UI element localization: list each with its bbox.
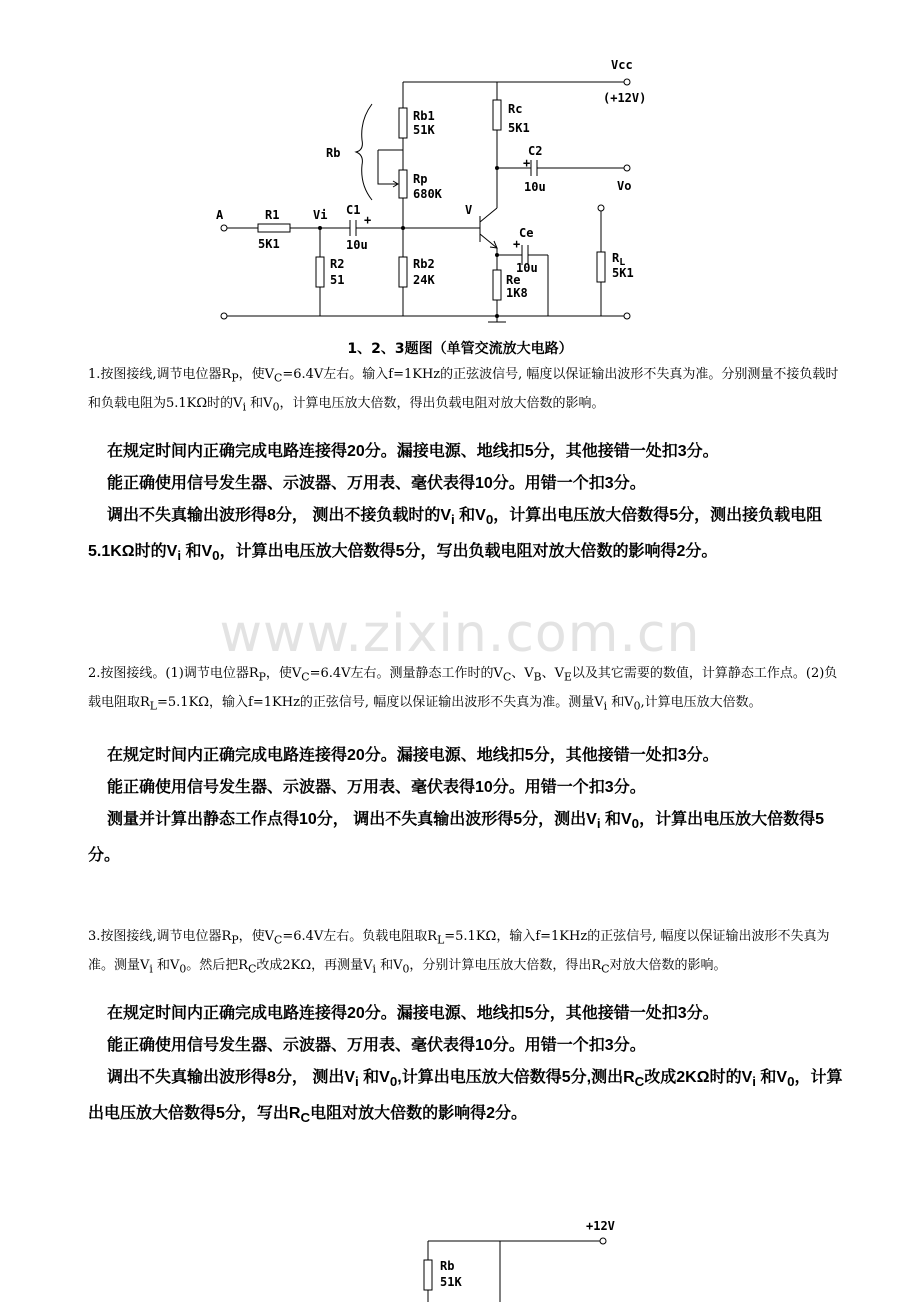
question-3-text: 3.按图接线,调节电位器$R_P$，使$V_C=6.4V$左右。负载电阻取$R_L=5.1K\Omega$，输入f=1KHz的正弦信号, 幅度以保证输出波形不失真为准。测量$V_i$ 和$V_0$。然后把$R_C$改成2KΩ，再测量$V_i$ 和$V_0$，分别计算电压放大倍数，得出$R_C$对放大倍数的影响。	[88, 929, 830, 976]
rb2-label: Rb2	[413, 257, 435, 271]
c2-plus-label: +	[523, 156, 531, 170]
c1-plus-label: +	[364, 213, 372, 227]
c1-label: C1	[346, 203, 361, 217]
question-1-score-instruments: 能正确使用信号发生器、示波器、万用表、毫伏表得10分。用错一个扣3分。	[107, 475, 646, 492]
rl-value-label: 5K1	[612, 266, 634, 280]
r1-label: R1	[265, 208, 280, 222]
second-vcc-label: +12V	[586, 1219, 615, 1233]
r1-value-label: 5K1	[258, 237, 280, 251]
question-1-score-connection: 在规定时间内正确完成电路连接得20分。漏接电源、地线扣5分，其他接错一处扣3分。	[107, 443, 719, 460]
question-1-text: 1.按图接线,调节电位器$R_P$，使$V_C=6.4V$左右。输入f=1KHz的正弦波信号, 幅度以保证输出波形不失真为准。分别测量不接负载时和负载电阻为5.1KΩ时的$V_i$ 和$V_0$，计算电压放大倍数，得出负载电阻对放大倍数的影响。	[88, 367, 839, 414]
vi-label: Vi	[313, 208, 328, 222]
re-label: Re	[506, 273, 521, 287]
question-2-score-measurement: 测量并计算出静态工作点得10分， 调出不失真输出波形得5分，测出$V_i$ 和$V_0$，计算出电压放大倍数得5分。	[88, 811, 824, 865]
rp-label: Rp	[413, 172, 428, 186]
re-value-label: 1K8	[506, 286, 528, 300]
second-rb-value-label: 51K	[440, 1275, 462, 1289]
rb1-label: Rb1	[413, 109, 435, 123]
vcc-label: Vcc	[611, 58, 633, 72]
ce-value-label: 10u	[516, 261, 538, 275]
rb1-value-label: 51K	[413, 123, 435, 137]
second-rb-label: Rb	[440, 1259, 455, 1273]
r2-label: R2	[330, 257, 345, 271]
transistor-label: V	[465, 203, 473, 217]
c1-value-label: 10u	[346, 238, 368, 252]
question-2-score-instruments: 能正确使用信号发生器、示波器、万用表、毫伏表得10分。用错一个扣3分。	[107, 779, 646, 796]
c2-value-label: 10u	[524, 180, 546, 194]
vcc-value-label: (+12V)	[603, 91, 647, 105]
rb2-value-label: 24K	[413, 273, 435, 287]
ce-plus-label: +	[513, 237, 521, 251]
input-a-label: A	[216, 208, 224, 222]
question-3-score-measurement: 调出不失真输出波形得8分， 测出$V_i$ 和$V_0$,计算出电压放大倍数得5分,测出$R_C$改成2KΩ时的$V_i$ 和$V_0$，计算出电压放大倍数得5分，写出$R_C$电阻对放大倍数的影响得2分。	[88, 1069, 843, 1126]
c2-label: C2	[528, 144, 543, 158]
rc-value-label: 5K1	[508, 121, 530, 135]
question-2-text: 2.按图接线。(1)调节电位器$R_P$，使$V_C=6.4V$左右。测量静态工作时的$V_C$、$V_B$、$V_E$以及其它需要的数值，计算静态工作点。(2)负载电阻取$R_L=5.1K\Omega$，输入f=1KHz的正弦信号, 幅度以保证输出波形不失真为准。测量$V_i$ 和$V_0$,计算电压放大倍数。	[88, 666, 838, 713]
second-circuit-diagram-partial	[0, 1212, 920, 1302]
rb-label: Rb	[326, 146, 341, 160]
watermark: www.zixin.com.cn	[219, 604, 701, 664]
amplifier-circuit-diagram	[0, 0, 920, 340]
rl-label: $R_L$	[612, 251, 626, 268]
question-2-score-connection: 在规定时间内正确完成电路连接得20分。漏接电源、地线扣5分，其他接错一处扣3分。	[107, 747, 719, 764]
rc-label: Rc	[508, 102, 523, 116]
ce-label: Ce	[519, 226, 534, 240]
r2-value-label: 51	[330, 273, 345, 287]
question-3-score-connection: 在规定时间内正确完成电路连接得20分。漏接电源、地线扣5分，其他接错一处扣3分。	[107, 1005, 719, 1022]
rp-value-label: 680K	[413, 187, 442, 201]
vo-label: Vo	[617, 179, 632, 193]
figure-caption: 1、2、3题图（单管交流放大电路）	[347, 341, 573, 357]
question-1-score-measurement: 调出不失真输出波形得8分， 测出不接负载时的$V_i$ 和$V_0$，计算出电压放大倍数得5分，测出接负载电阻5.1KΩ时的$V_i$ 和$V_0$，计算出电压放大倍数得5分，写出负载电阻对放大倍数的影响得2分。	[88, 507, 823, 564]
question-3-score-instruments: 能正确使用信号发生器、示波器、万用表、毫伏表得10分。用错一个扣3分。	[107, 1037, 646, 1054]
